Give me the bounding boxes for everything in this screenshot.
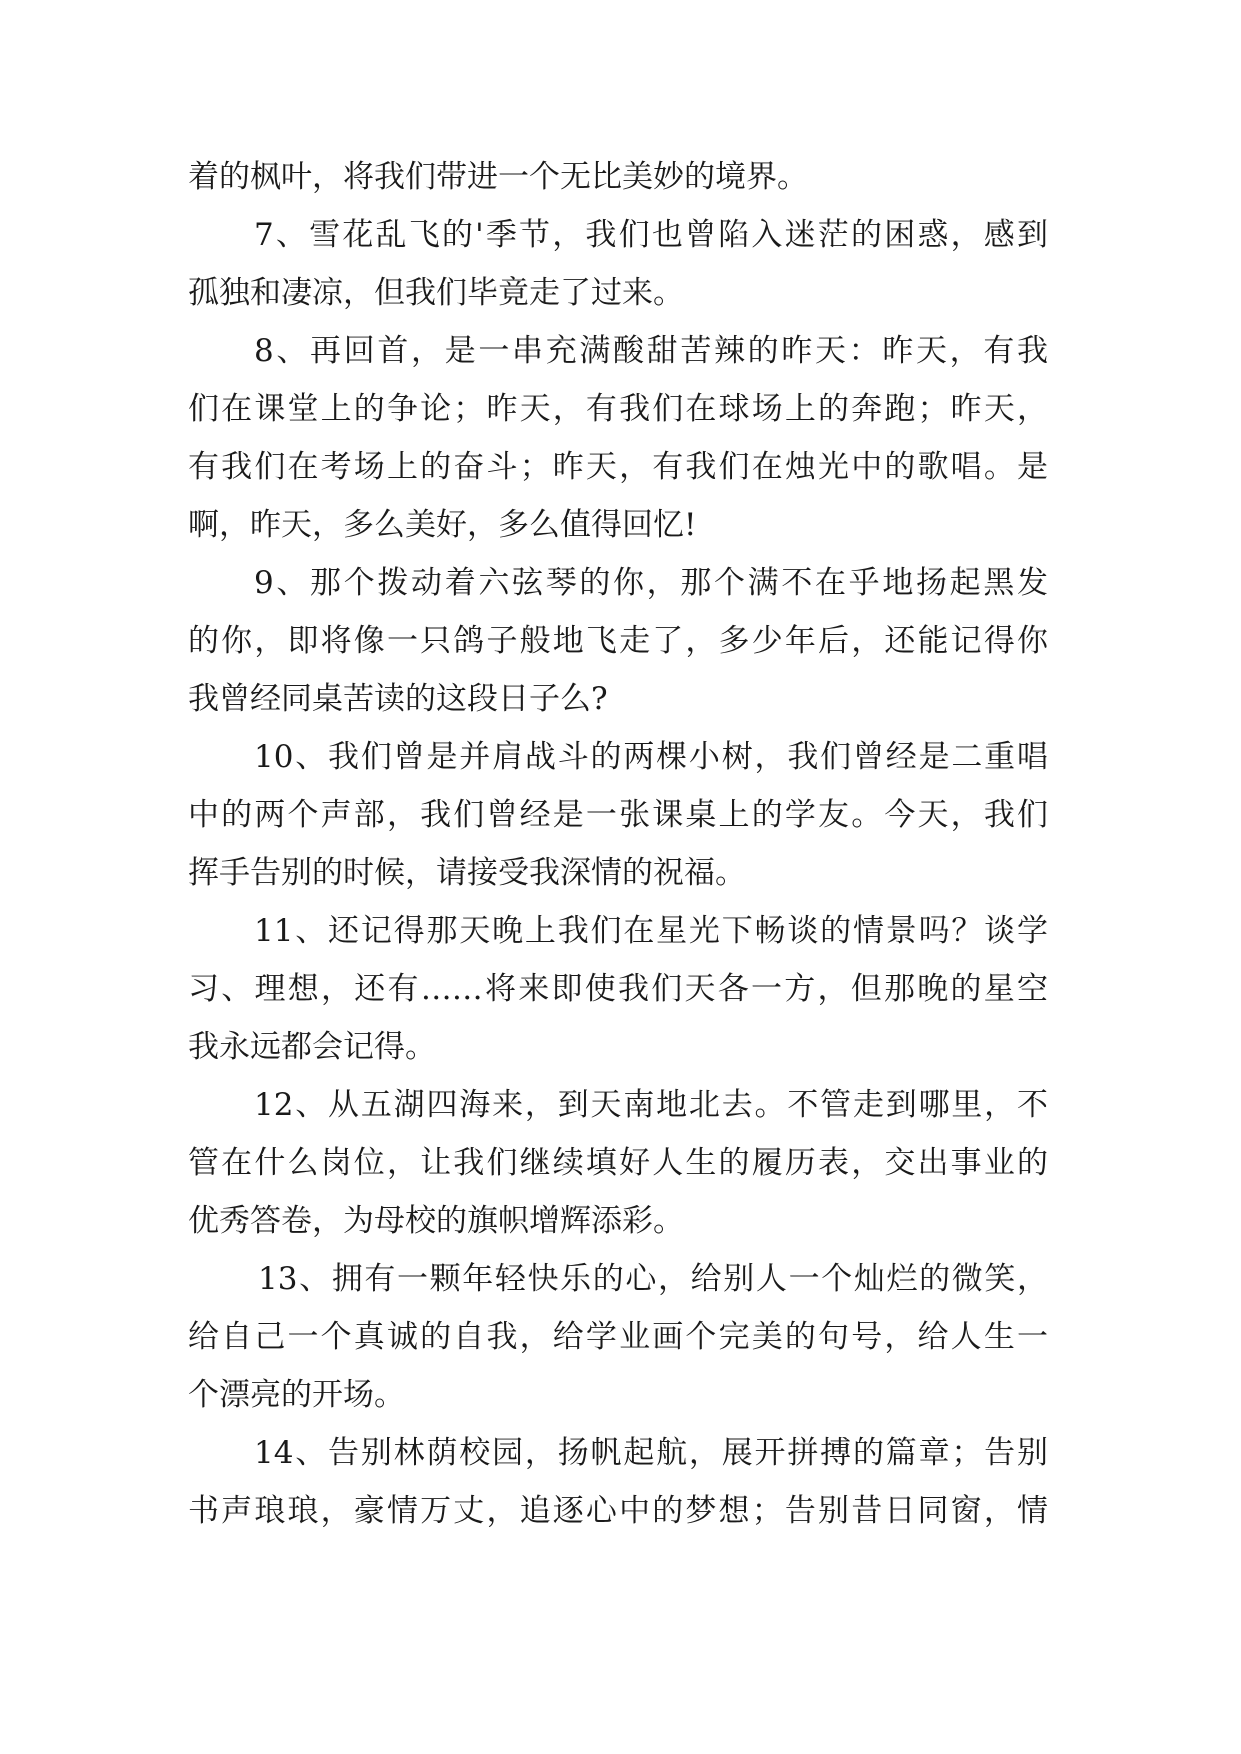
paragraph-line: 11、还记得那天晚上我们在星光下畅谈的情景吗？谈学 [254,913,1048,949]
paragraph-line: 7、雪花乱飞的'季节，我们也曾陷入迷茫的困惑，感到 [254,217,1048,253]
paragraph-line: 个漂亮的开场。 [188,1377,405,1413]
paragraph-line: 们在课堂上的争论；昨天，有我们在球场上的奔跑；昨天， [188,391,1048,427]
paragraph-line: 啊，昨天，多么美好，多么值得回忆! [188,507,697,543]
paragraph-line: 挥手告别的时候，请接受我深情的祝福。 [188,855,746,891]
paragraph-line: 习、理想，还有……将来即使我们天各一方，但那晚的星空 [188,971,1048,1007]
paragraph-line: 优秀答卷，为母校的旗帜增辉添彩。 [188,1203,684,1239]
paragraph-line: 中的两个声部，我们曾经是一张课桌上的学友。今天，我们 [188,797,1048,833]
paragraph-line: 给自己一个真诚的自我，给学业画个完美的句号，给人生一 [188,1319,1048,1355]
document-body [188,148,1048,1540]
paragraph-line: 10、我们曾是并肩战斗的两棵小树，我们曾经是二重唱 [254,739,1048,775]
paragraph-line: 孤独和凄凉，但我们毕竟走了过来。 [188,275,684,311]
paragraph-line: 我永远都会记得。 [188,1029,436,1065]
paragraph-line: 有我们在考场上的奋斗；昨天，有我们在烛光中的歌唱。是 [188,449,1048,485]
paragraph-line: 8、再回首，是一串充满酸甜苦辣的昨天：昨天，有我 [254,333,1048,369]
paragraph-line: 14、告别林荫校园，扬帆起航，展开拼搏的篇章；告别 [254,1435,1048,1471]
paragraph-line: 我曾经同桌苦读的这段日子么? [188,681,608,717]
paragraph-line: 12、从五湖四海来，到天南地北去。不管走到哪里，不 [254,1087,1048,1123]
paragraph-line: 管在什么岗位，让我们继续填好人生的履历表，交出事业的 [188,1145,1048,1181]
paragraph-line: 着的枫叶，将我们带进一个无比美妙的境界。 [188,159,808,195]
paragraph-line: 13、拥有一颗年轻快乐的心，给别人一个灿烂的微笑， [258,1261,1048,1297]
paragraph-line: 书声琅琅，豪情万丈，追逐心中的梦想；告别昔日同窗，情 [188,1493,1048,1529]
paragraph-line: 的你，即将像一只鸽子般地飞走了，多少年后，还能记得你 [188,623,1048,659]
paragraph-line: 9、那个拨动着六弦琴的你，那个满不在乎地扬起黑发 [254,565,1048,601]
